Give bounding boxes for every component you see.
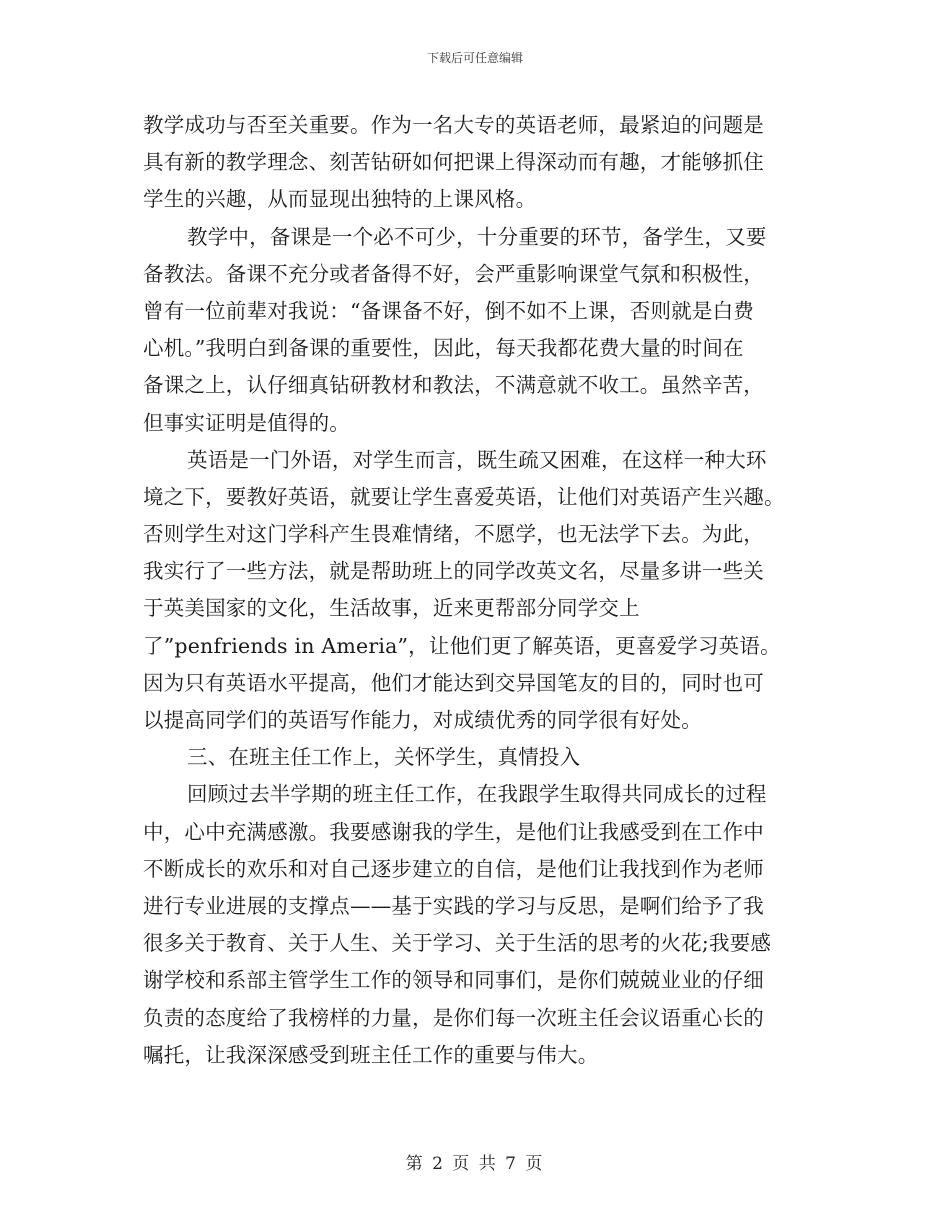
- page-footer: 第 2 页 共 7 页: [405, 1154, 545, 1174]
- text-line: 学生的兴趣，从而显现出独特的上课风格。: [143, 187, 537, 212]
- text-line: 具有新的教学理念、刻苦钻研如何把课上得深动而有趣，才能够抓住: [143, 150, 764, 175]
- text-line: 谢学校和系部主管学生工作的领导和同事们，是你们兢兢业业的仔细: [143, 968, 764, 993]
- text-line: 心机。”我明白到备课的重要性，因此，每天我都花费大量的时间在: [143, 336, 744, 361]
- text-line: 进行专业进展的支撑点——基于实践的学习与反思，是啊们给予了我: [143, 893, 764, 918]
- text-line: 教学成功与否至关重要。作为一名大专的英语老师，最紧迫的问题是: [143, 113, 764, 137]
- text-line: 很多关于教育、关于人生、关于学习、关于生活的思考的火花;我要感: [143, 931, 772, 956]
- text-line: 但事实证明是值得的。: [143, 410, 350, 435]
- text-line: 三、在班主任工作上，关怀学生，真情投入: [187, 745, 581, 770]
- document-body: [143, 107, 809, 1074]
- text-line: 不断成长的欢乐和对自己逐步建立的自信，是他们让我找到作为老师: [143, 856, 764, 881]
- text-line: 于英美国家的文化，生活故事，近来更帮部分同学交上: [143, 596, 640, 621]
- text-line: 了”penfriends in Ameria”，让他们更了解英语，更喜爱学习英语。: [143, 633, 781, 658]
- text-line: 因为只有英语水平提高，他们才能达到交异国笔友的目的，同时也可: [143, 670, 764, 695]
- text-line: 否则学生对这门学科产生畏难情绪，不愿学，也无法学下去。为此，: [143, 522, 764, 547]
- text-line: 中，心中充满感激。我要感谢我的学生，是他们让我感受到在工作中: [143, 819, 764, 844]
- text-line: 境之下，要教好英语，就要让学生喜爱英语，让他们对英语产生兴趣。: [143, 484, 785, 509]
- text-line: 回顾过去半学期的班主任工作，在我跟学生取得共同成长的过程: [187, 782, 767, 807]
- page-header: 下载后可任意编辑: [426, 51, 523, 65]
- text-line: 备教法。备课不充分或者备得不好，会严重影响课堂气氛和积极性，: [143, 261, 764, 286]
- text-line: 负责的态度给了我榜样的力量，是你们每一次班主任会议语重心长的: [143, 1005, 764, 1030]
- text-line: 备课之上，认仔细真钻研教材和教法，不满意就不收工。虽然辛苦，: [143, 373, 764, 398]
- text-line: 以提高同学们的英语写作能力，对成绩优秀的同学很有好处。: [143, 708, 702, 732]
- text-line: 英语是一门外语，对学生而言，既生疏又困难，在这样一种大环: [187, 447, 767, 472]
- text-line: 我实行了一些方法，就是帮助班上的同学改英文名，尽量多讲一些关: [143, 559, 764, 584]
- text-line: 嘱托，让我深深感受到班主任工作的重要与伟大。: [143, 1042, 599, 1067]
- text-line: 曾有一位前辈对我说：“备课备不好，倒不如不上课，否则就是白费: [143, 298, 754, 323]
- text-line: 教学中，备课是一个必不可少，十分重要的环节，备学生，又要: [187, 224, 767, 249]
